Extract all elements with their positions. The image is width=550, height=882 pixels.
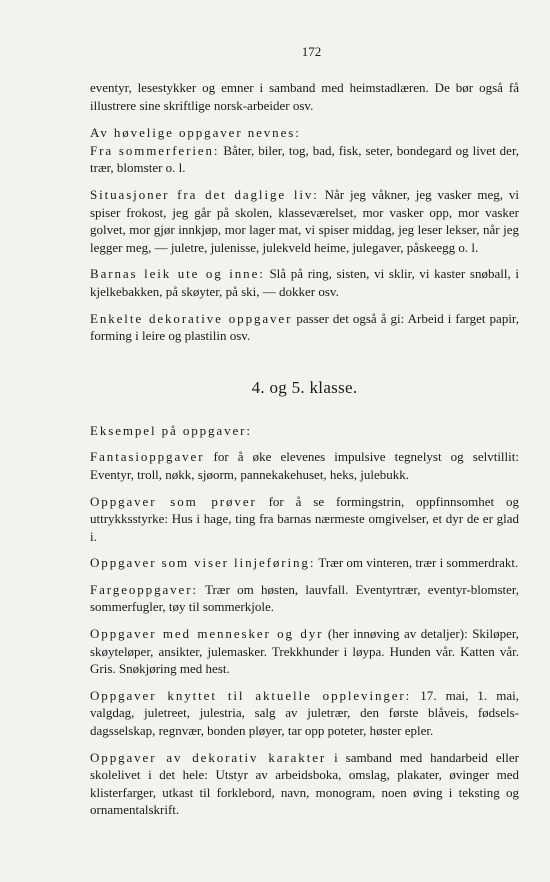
paragraph-test-tasks bbox=[90, 493, 519, 546]
paragraph-summer-holidays bbox=[90, 142, 519, 177]
book-page bbox=[90, 44, 519, 819]
paragraph-fantasy-tasks bbox=[90, 448, 519, 483]
text-children-play: Slå på ring, sisten, vi sklir, vi kaster snøball, i kjelkebakken, på skøyter, på ski, — dokker osv. bbox=[90, 266, 519, 299]
text-summer-holidays: Båter, biler, tog, bad, fisk, seter, bondegard og livet der, trær, blomster o. l. bbox=[90, 142, 520, 176]
text-test-tasks: for å se formingstrin, oppfinnsomhet og uttrykksstyrke: Hus i hage, ting fra barnas nærmeste omgivelser, et dyr de er glad i. bbox=[90, 493, 519, 544]
term-children-play: Barnas leik ute og inne: bbox=[90, 266, 265, 282]
paragraph-colour-tasks bbox=[90, 581, 519, 616]
term-current-events: Oppgaver knyttet til aktuelle opplevinger: bbox=[90, 687, 412, 703]
term-line-tasks: Oppgaver som viser linjeføring: bbox=[90, 555, 316, 571]
paragraph-people-animals bbox=[90, 625, 519, 678]
term-test-tasks: Oppgaver som prøver bbox=[90, 493, 257, 509]
term-summer-holidays: Fra sommerferien: bbox=[90, 142, 220, 158]
text-daily-life: Når jeg våkner, jeg vasker meg, vi spiser frokost, jeg går på skolen, klasseværelset, mor vasker opp, mor vasker golvet, mor gjør innkjøp, mor lager mat, vi spiser middag, jeg leser lekser, når jeg legger meg, — juletre, julenisse, julekveld heime, julegaver, påskeegg o. l. bbox=[90, 186, 520, 255]
term-decorative-tasks: Enkelte dekorative oppgaver bbox=[90, 310, 293, 326]
paragraph-line-tasks bbox=[90, 554, 519, 572]
intro-paragraph: eventyr, lesestykker og emner i samband med heimstadlæren. De bør også få illustrere sine skriftlige norsk-arbeider osv. bbox=[90, 80, 519, 113]
paragraph-current-events bbox=[90, 687, 519, 740]
paragraph-decorative-character bbox=[90, 749, 519, 819]
text-colour-tasks: Trær om høsten, lauvfall. Eventyrtrær, eventyr-blomster, sommerfugler, tøy til sommerkjole. bbox=[90, 581, 519, 615]
term-decorative-character: Oppgaver av dekorativ karakter bbox=[90, 749, 327, 765]
text-current-events: 17. mai, 1. mai, valgdag, juletreet, julestria, salg av juletrær, den første blåveis, fødsels-dagsselskap, regnvær, bonden pløyer, tar opp poteter, høster epler. bbox=[90, 687, 519, 739]
paragraph-children-play bbox=[90, 265, 519, 300]
paragraph-decorative-tasks bbox=[90, 310, 519, 345]
section1-lead bbox=[90, 124, 519, 142]
text-people-animals: (her innøving av detaljer): Skiløper, skøyteløper, ansikter, julemasker. Trekkhunder i løypa. Hunden vår. Katten vår. Gris. Snøkjøring med hest. bbox=[90, 626, 519, 677]
section-heading: 4. og 5. klasse. bbox=[251, 377, 358, 397]
section1-lead-text: Av høvelige oppgaver nevnes: bbox=[90, 125, 301, 141]
paragraph-daily-life bbox=[90, 186, 519, 256]
text-decorative-tasks: passer det også å gi: Arbeid i farget papir, forming i leire og plastilin osv. bbox=[90, 310, 519, 344]
term-people-animals: Oppgaver med mennesker og dyr bbox=[90, 626, 324, 642]
text-fantasy-tasks: for å øke elevenes impulsive tegnelyst og selvtillit: Eventyr, troll, nøkk, sjøorm, pannekakehuset, heks, julebukk. bbox=[90, 449, 519, 482]
section2-lead bbox=[90, 422, 519, 440]
term-colour-tasks: Fargeoppgaver: bbox=[90, 581, 198, 597]
text-line-tasks: Trær om vinteren, trær i sommerdrakt. bbox=[315, 555, 519, 571]
term-fantasy-tasks: Fantasioppgaver bbox=[90, 449, 205, 465]
term-daily-life: Situasjoner fra det daglige liv: bbox=[90, 186, 319, 202]
page-number: 172 bbox=[301, 44, 322, 59]
text-decorative-character: i samband med handarbeid eller skolelivet i det hele: Utstyr av arbeidsboka, omslag, plakater, øvinger med klisterfarger, utkast til forklebord, navn, monogram, noen øving i teksting og ornamentalskrift. bbox=[90, 749, 519, 818]
section2-lead-text: Eksempel på oppgaver: bbox=[90, 422, 252, 438]
